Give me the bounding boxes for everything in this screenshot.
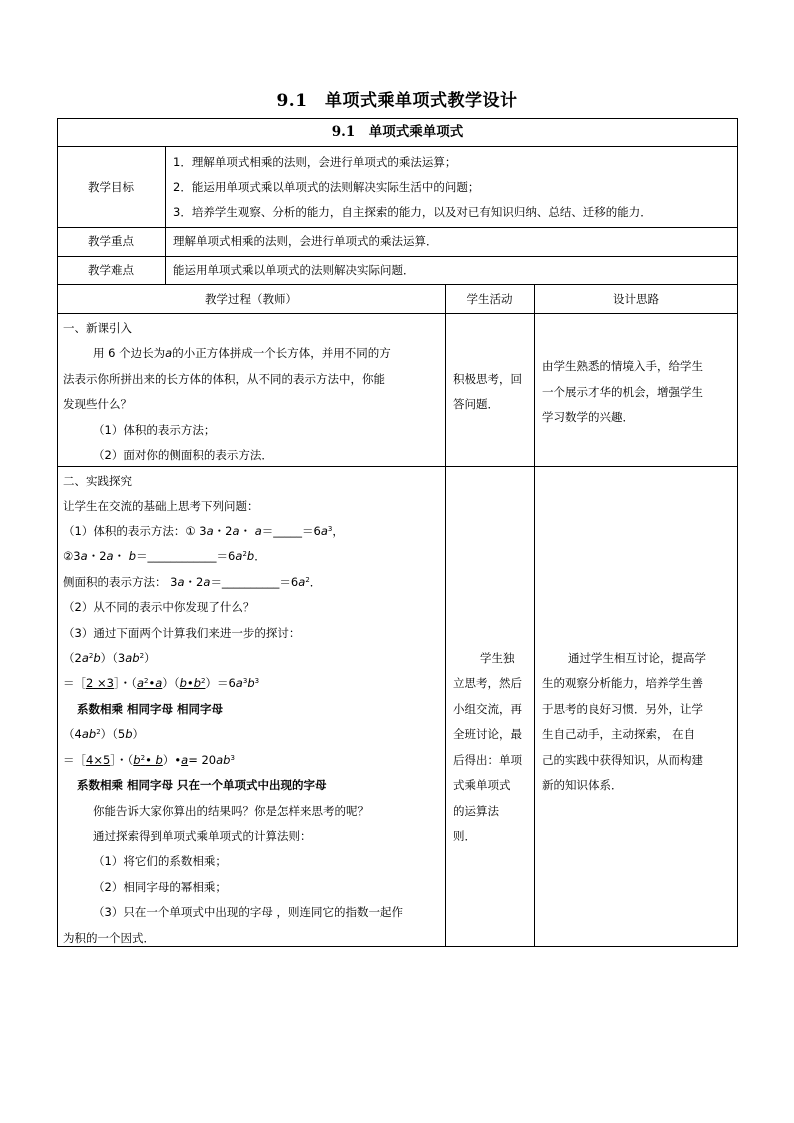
section2-student: 式乘单项式 <box>453 778 511 792</box>
section1-question: （1）体积的表示方法； <box>93 423 216 437</box>
section2-title: 二、实践探究 <box>63 474 132 488</box>
col-process-header: 教学过程（教师） <box>205 292 297 306</box>
section1-para: 用 6 个边长为a的小正方体拼成一个长方体，并用不同的方 <box>93 346 391 360</box>
col-student-header: 学生活动 <box>466 292 513 306</box>
rule-item: （2）相同字母的幂相乘； <box>93 880 227 894</box>
section1-para: 法表示你所拼出来的长方体的体积，从不同的表示方法中，你能 <box>63 372 385 386</box>
section1-para: 发现些什么？ <box>63 397 132 411</box>
col-design-header: 设计思路 <box>613 292 659 306</box>
section2-student: 则． <box>453 829 476 843</box>
volume-expression-1: （1）体积的表示方法：① 3a・2a・ $a=\_\_\_\_\_=6a^3$， <box>63 524 344 538</box>
section2-question: （2）从不同的表示中你发现了什么？ <box>63 600 255 614</box>
section2-design: 生的观察分析能力，培养学生善 <box>542 676 703 690</box>
section2-intro: 让学生在交流的基础上思考下列问题： <box>63 499 259 513</box>
section2-question: （3）通过下面两个计算我们来进一步的探讨： <box>63 626 301 640</box>
section1-student: 答问题． <box>453 397 499 411</box>
calc2-expression: $(4ab^2)(5b)$ <box>63 727 145 741</box>
section2-design: 己的实践中获得知识，从而构建 <box>542 753 703 767</box>
key-text: 理解单项式相乘的法则，会进行单项式的乘法运算． <box>173 234 438 248</box>
goal-item: 3．培养学生观察、分析的能力，自主探索的能力，以及对已有知识归纳、总结、迁移的能力． <box>173 205 652 219</box>
section2-ask: 你能告诉大家你算出的结果吗？你是怎样来思考的呢？ <box>93 804 369 818</box>
calc2-labels: 系数相乘 相同字母 只在一个单项式中出现的字母 <box>77 778 327 792</box>
table-header: 9.1 单项式乘单项式 <box>331 124 464 140</box>
calc1-step: ＝［2 ×3］・$(a^2•a)(b•b^2)=6a^3b^3$ <box>63 676 260 690</box>
volume-expression-2: ②3a・2a・ $b=\_\_\_\_\_\_\_\_\_\_\_\_=6a^2b$． <box>63 549 266 563</box>
rule-item: （3）只在一个单项式中出现的字母 ，则连同它的指数一起作 <box>93 905 403 919</box>
section2-student: 立思考，然后 <box>453 676 522 690</box>
calc1-expression: $(2a^2b)(3ab^2)$ <box>63 651 156 665</box>
section2-design: 于思考的良好习惯．另外，让学 <box>542 702 703 716</box>
side-area-expression: 侧面积的表示方法： 3a・$2a=\_\_\_\_\_\_\_\_\_\_=6a^2$． <box>63 575 322 589</box>
section2-student: 后得出：单项 <box>453 753 522 767</box>
section2-student: 的运算法 <box>453 804 499 818</box>
section1-design: 由学生熟悉的情境入手，给学生 <box>542 359 703 373</box>
rule-item: （1）将它们的系数相乘； <box>93 854 227 868</box>
goal-item: 2．能运用单项式乘以单项式的法则解决实际生活中的问题； <box>173 180 480 194</box>
section2-rule-intro: 通过探索得到单项式乘单项式的计算法则： <box>93 829 312 843</box>
section1-student: 积极思考，回 <box>453 372 522 386</box>
goal-item: 1．理解单项式相乘的法则，会进行单项式的乘法运算； <box>173 155 457 169</box>
key-label: 教学重点 <box>88 234 134 248</box>
section2-student: 学生独 <box>480 651 515 665</box>
section1-design: 一个展示才华的机会，增强学生 <box>542 385 703 399</box>
difficulty-label: 教学难点 <box>88 263 134 277</box>
section2-student: 全班讨论，最 <box>453 727 522 741</box>
section1-design: 学习数学的兴趣． <box>542 410 634 424</box>
calc1-labels: 系数相乘 相同字母 相同字母 <box>77 702 224 716</box>
section2-student: 小组交流，再 <box>453 702 522 716</box>
section1-question: （2）面对你的侧面积的表示方法． <box>93 448 273 462</box>
rule-item: 为积的一个因式． <box>63 931 155 945</box>
section2-design: 生自己动手，主动探索， 在自 <box>542 727 696 741</box>
goal-label: 教学目标 <box>88 180 134 194</box>
difficulty-text: 能运用单项式乘以单项式的法则解决实际问题． <box>173 263 415 277</box>
section2-design: 新的知识体系． <box>542 778 623 792</box>
calc2-step: ＝［4×5］・（$b^2•$ b）•a= $20ab^3$ <box>63 753 235 767</box>
section1-title: 一、新课引入 <box>63 321 132 335</box>
page-title: 9.1 单项式乘单项式教学设计 <box>276 91 518 111</box>
section2-design: 通过学生相互讨论，提高学 <box>568 651 706 665</box>
